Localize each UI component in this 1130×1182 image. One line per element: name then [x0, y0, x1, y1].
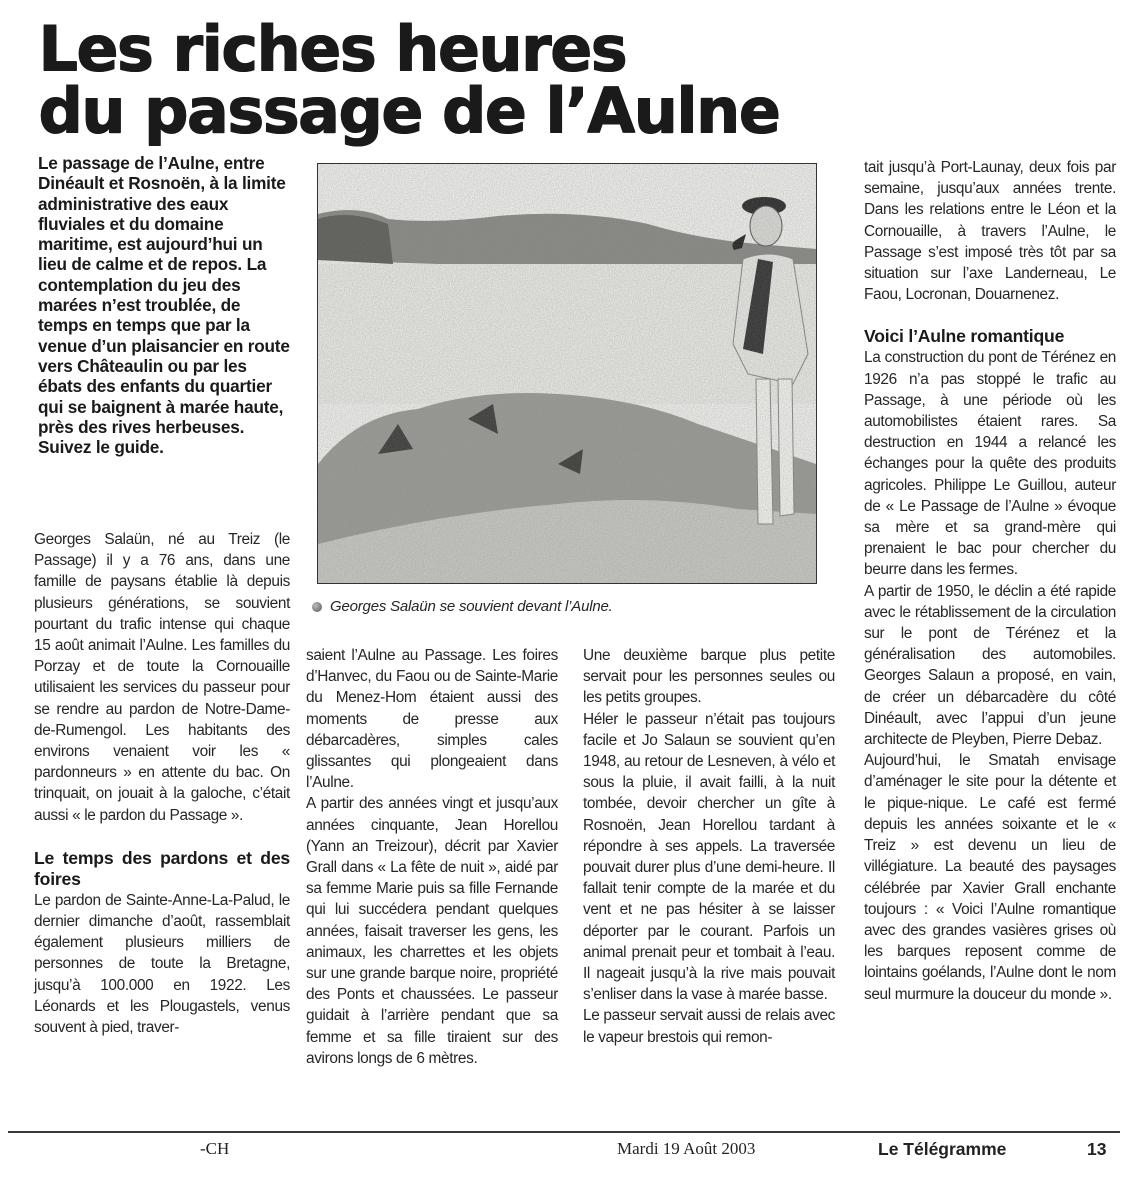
article-column-4: [864, 157, 1116, 1005]
lead-paragraph: [38, 153, 290, 457]
footer-newspaper: Le Télégramme: [878, 1139, 1007, 1159]
photo-caption: [312, 598, 613, 615]
footer-author: -CH: [200, 1139, 230, 1158]
photo-illustration: [318, 164, 816, 583]
article-column-2: [306, 645, 558, 1069]
paragraph: Le passeur servait aussi de relais avec le vapeur brestois qui remon-: [583, 1007, 835, 1046]
footer-date: Mardi 19 Août 2003: [617, 1139, 756, 1158]
photo-grain: [318, 164, 816, 583]
article-column-3: [583, 645, 835, 1048]
paragraph: A partir de 1950, le déclin a été rapide avec le rétablissement de la circulation sur le pont de Térénez et la généralisation des automobiles. Georges Salaun a proposé, en vain, de créer un débarcadère du côté Dinéault, avec l’appui d’un jeune architecte de Pleyben, Pierre Debaz.: [864, 582, 1116, 749]
paragraph: Le pardon de Sainte-Anne-La-Palud, le dernier dimanche d’août, rassemblait également plusieurs milliers de personnes de toute la Bretagne, jusqu’à 100.000 en 1922. Les Léonards et les Plougastels, venus souvent à pied, traver-: [34, 891, 290, 1037]
paragraph: Georges Salaün, né au Treiz (le Passage) il y a 76 ans, dans une famille de paysans établie là depuis plusieurs générations, se souvient pourtant du trafic intense qui chaque 15 août animait l’Aulne. Les familles du Porzay et de toute la Cornouaille utilisaient les services du passeur pour se rendre au pardon de Notre-Dame-de-Rumengol. Les habitants des environs venaient voir les « pardonneurs » en attente du bac. On trinquait, on jouait à la galoche, c’était aussi « le pardon du Passage ».: [34, 531, 290, 824]
subheading-romantique: Voici l’Aulne romantique: [864, 326, 1065, 347]
paragraph: tait jusqu’à Port-Launay, deux fois par semaine, jusqu’aux années trente. Dans les relations entre le Léon et la Cornouaille, à travers l’Aulne, le Passage s’est imposé très tôt par sa situation sur l’axe Landerneau, Le Faou, Locronan, Douarnenez.: [864, 159, 1116, 304]
footer-page-number: 13: [1087, 1139, 1107, 1159]
article-photo: [317, 163, 817, 584]
lead-text: Le passage de l’Aulne, entre Dinéault et Rosnoën, à la limite administrative des eaux fluviales et du domaine maritime, est aujourd’hui un lieu de calme et de repos. La contemplation du jeu des marées n’est troublée, de temps en temps que par la venue d’un plaisancier en route vers Châteaulin ou par les ébats des enfants du quartier qui se baignent à marée haute, près des rives herbeuses. Suivez le guide.: [38, 153, 290, 458]
headline-line-2: du passage de l’Aulne: [38, 74, 779, 147]
paragraph: Héler le passeur n’était pas toujours facile et Jo Salaun se souvient qu’en 1948, au retour de Lesneven, à vélo et sous la pluie, il avait failli, à la nuit tombée, devoir chercher un gîte à Rosnoën, Jean Horellou tardant à répondre à ses appels. La traversée pouvait durer plus d’une demi-heure. Il fallait tenir compte de la marée et du vent et ne pas hésiter à se laisser déporter par le courant. Parfois un animal prenait peur et tombait à l’eau. Il nageait jusqu’à la rive mais pouvait s’enliser dans la vase à marée basse.: [583, 710, 835, 1004]
headline: [38, 12, 798, 147]
headline-line-1: Les riches heures: [38, 12, 626, 85]
paragraph: La construction du pont de Térénez en 1926 n’a pas stoppé le trafic au Passage, à une période où les automobilistes étaient rares. Sa destruction en 1944 a relancé les échanges pour la quête des produits agricoles. Philippe Le Guillou, auteur de « Le Passage de l’Aulne » évoque sa mère et sa grand-mère qui prenaient le bac pour chercher du beurre dans les fermes.: [864, 349, 1116, 579]
caption-bullet-icon: [312, 602, 322, 612]
article-column-1: [34, 529, 290, 1038]
paragraph: A partir des années vingt et jusqu’aux années cinquante, Jean Horellou (Yann an Treizour), décrit par Xavier Grall dans « La fête de nuit », aidé par sa femme Marie puis sa fille Fernande qui lui succédera pendant quelques années, faisait traverser les gens, les animaux, les charrettes et les objets sur une grande barque noire, propriété des Ponts et chaussées. Le passeur guidait à l’arrière pendant que sa femme et sa fille tiraient sur des avirons longs de 6 mètres.: [306, 795, 558, 1067]
paragraph: saient l’Aulne au Passage. Les foires d’Hanvec, du Faou ou de Sainte-Marie du Menez-Hom étaient aussi des moments de presse aux débarcadères, simples cales glissantes qui plongeaient dans l’Aulne.: [306, 647, 558, 792]
paragraph: Une deuxième barque plus petite servait pour les personnes seules ou les petits groupes.: [583, 647, 835, 707]
paragraph: Aujourd’hui, le Smatah envisage d’aménager le site pour la détente et le pique-nique. Le café est fermé depuis les années soixante et le « Treiz » est devenu un lieu de villégiature. La beauté des paysages célébrée par Xavier Grall enchante toujours : « Voici l’Aulne romantique avec des grandes vasières grises où les barques reposent comme de lointains goélands, l’Aulne dont le nom seul murmure la douceur du monde ».: [864, 752, 1116, 1003]
caption-text: Georges Salaün se souvient devant l’Aulne.: [330, 598, 613, 615]
subheading-pardons: Le temps des pardons et des foires: [34, 847, 290, 889]
footer-rule: [8, 1131, 1120, 1133]
